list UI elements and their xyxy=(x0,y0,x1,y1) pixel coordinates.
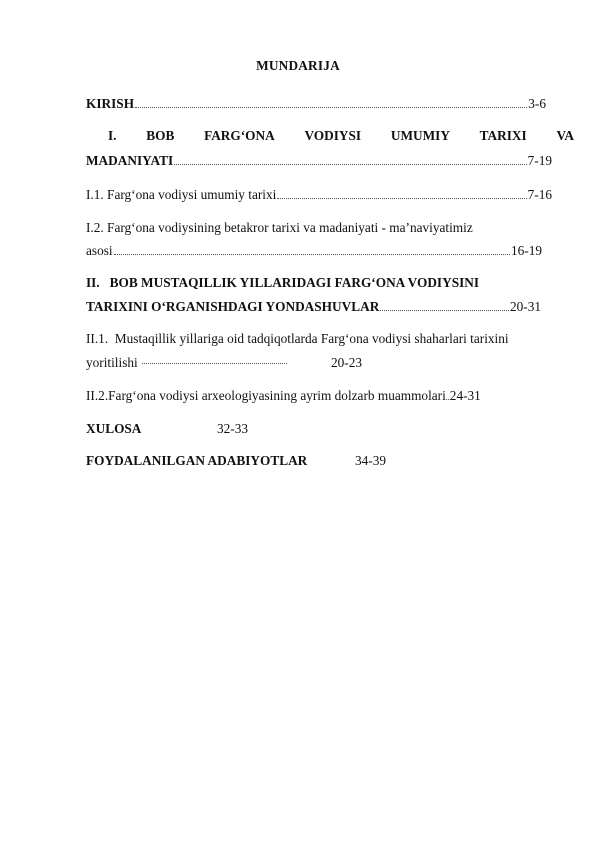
toc-page-number: 3-6 xyxy=(528,96,546,111)
toc-word: TARIXI xyxy=(479,128,527,143)
toc-entry-label: II. BOB MUSTAQILLIK YILLARIDAGI FARG‘ONA VODIYSINI xyxy=(86,275,480,290)
toc-entry-label: asosi xyxy=(86,243,113,258)
toc-entry-bob1-line2[interactable] xyxy=(86,153,552,169)
toc-entry-adabiyot[interactable] xyxy=(86,453,552,469)
toc-entry-label: I.1. Farg‘ona vodiysi umumiy tarixi xyxy=(86,187,277,202)
toc-page-number: 24-31 xyxy=(449,388,481,403)
toc-entry-label: II.2.Farg‘ona vodiysi arxeologiyasining ayrim dolzarb muammolari xyxy=(86,388,446,403)
toc-page-number: 20-31 xyxy=(509,299,541,314)
toc-entry-kirish[interactable] xyxy=(86,96,546,112)
dot-leader: .. xyxy=(445,393,450,402)
toc-page-number: 34-39 xyxy=(355,453,387,468)
toc-entry-s21-line1[interactable] xyxy=(86,331,552,347)
toc-page-number: 20-23 xyxy=(331,355,363,370)
dot-leader xyxy=(142,363,287,364)
toc-entry-label: XULOSA xyxy=(86,421,142,436)
toc-entry-bob2-line1[interactable] xyxy=(86,275,552,291)
dot-leader xyxy=(135,107,527,108)
toc-word: VODIYSI xyxy=(304,128,362,143)
toc-page-number: 7-19 xyxy=(527,153,552,168)
toc-word: I. xyxy=(108,128,117,143)
toc-page-number: 16-19 xyxy=(510,243,542,258)
toc-entry-label: II.1. Mustaqillik yillariga oid tadqiqotlarda Farg‘ona vodiysi shaharlari tarixini xyxy=(86,331,509,346)
toc-entry-s22[interactable] xyxy=(86,388,552,406)
toc-entry-bob2-line2[interactable] xyxy=(86,299,541,315)
toc-entry-s11[interactable] xyxy=(86,187,552,203)
toc-entry-label: TARIXINI O‘RGANISHDAGI YONDASHUVLAR xyxy=(86,299,380,314)
toc-entry-s21-line2[interactable] xyxy=(86,355,552,371)
toc-title: MUNDARIJA xyxy=(256,58,340,73)
toc-entry-xulosa[interactable] xyxy=(86,421,552,437)
toc-entry-label: KIRISH xyxy=(86,96,135,111)
toc-word: UMUMIY xyxy=(390,128,450,143)
dot-leader xyxy=(114,254,510,255)
toc-entry-label: yoritilishi xyxy=(86,355,138,370)
dot-leader xyxy=(380,310,509,311)
dot-leader xyxy=(174,164,526,165)
toc-entry-bob1-line1[interactable] xyxy=(86,128,574,144)
toc-word: BOB xyxy=(146,128,175,143)
toc-entry-s12-line2[interactable] xyxy=(86,243,542,259)
toc-word: VA xyxy=(556,128,574,143)
toc-entry-label: FOYDALANILGAN ADABIYOTLAR xyxy=(86,453,308,468)
toc-word: FARG‘ONA xyxy=(204,128,275,143)
dot-leader xyxy=(277,198,526,199)
toc-page-number: 32-33 xyxy=(217,421,249,436)
toc-entry-label: MADANIYATI xyxy=(86,153,174,168)
toc-page-number: 7-16 xyxy=(527,187,552,202)
toc-entry-s12-line1[interactable] xyxy=(86,220,552,236)
toc-entry-label: I.2. Farg‘ona vodiysining betakror tarixi va madaniyati - ma’naviyatimiz xyxy=(86,220,473,235)
